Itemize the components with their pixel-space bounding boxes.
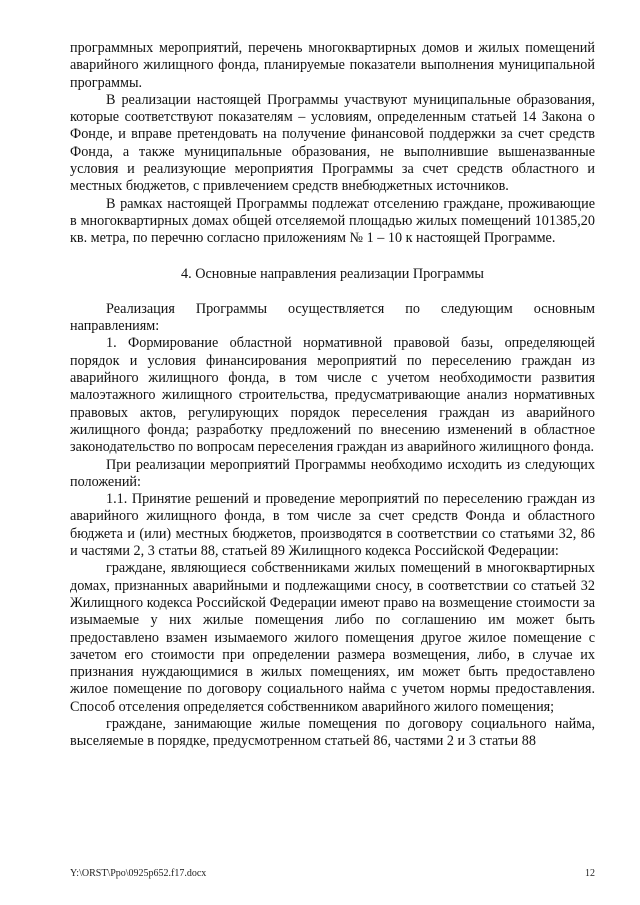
paragraph-continuation: программных мероприятий, перечень многоквартирных домов и жилых помещений аварийного жилищного фонда, планируемые показатели выполнения муниципальной программы. — [70, 40, 595, 91]
paragraph-owners: граждане, являющиеся собственниками жилых помещений в многоквартирных домах, признанных аварийными и подлежащими сносу, в соответствии со статьей 32 Жилищного кодекса Российской Федерации имеют право на возмещение стоимости за изымаемые у них жилые помещения либо по соглашению им может быть предоставлено взамен изымаемого жилого помещения другое жилое помещение с зачетом его стоимости при определении размера возмещения, либо, в случае их признания нуждающимися в жилых помещениях, им может быть предоставлено жилое помещение по договору социального найма с учетом нормы предоставления. Способ отселения определяется собственником аварийного жилого помещения; — [70, 560, 595, 715]
paragraph-resettlement-scope: В рамках настоящей Программы подлежат отселению граждане, проживающие в многоквартирных домах общей отселяемой площадью жилых помещений 101385,20 кв. метра, по перечню согласно приложениям № 1 – 10 к настоящей Программе. — [70, 195, 595, 247]
paragraph-direction-1: 1. Формирование областной нормативной правовой базы, определяющей порядок и условия финансирования мероприятий по переселению граждан из аварийного жилищного фонда, в том числе с учетом необходимости развития малоэтажного жилищного строительства, предусматривающие анализ нормативных правовых актов, регулирующих порядок переселения граждан из аварийного жилищного фонда; разработку предложений по внесению изменений в областное законодательство по вопросам переселения граждан из аварийного жилищного фонда. — [70, 335, 595, 456]
paragraph-participants: В реализации настоящей Программы участвуют муниципальные образования, которые соответствуют показателям – условиям, определенным статьей 14 Закона о Фонде, и вправе претендовать на получение финансовой поддержки за счет средств Фонда, а также муниципальные образования, не выполнившие вышеназванные условия и реализующие мероприятия Программы за счет средств областного и местных бюджетов, с привлечением средств внебюджетных источников. — [70, 91, 595, 195]
footer-file-path: Y:\ORST\Ppo\0925p652.f17.docx — [70, 868, 207, 879]
section-heading: 4. Основные направления реализации Программы — [181, 265, 484, 282]
paragraph-provisions-intro: При реализации мероприятий Программы необходимо исходить из следующих положений: — [70, 456, 595, 490]
paragraph-provision-1-1: 1.1. Принятие решений и проведение мероприятий по переселению граждан из аварийного жилищного фонда, в том числе за счет средств Фонда и областного бюджета и (или) местных бюджетов, производятся в соответствии со статьями 32, 86 и частями 2, 3 статьи 88, статьей 89 Жилищного кодекса Российской Федерации: — [70, 491, 595, 560]
document-body — [70, 40, 595, 751]
page-number: 12 — [585, 868, 595, 879]
paragraph-social-tenants: граждане, занимающие жилые помещения по договору социального найма, выселяемые в порядке, предусмотренном статьей 86, частями 2 и 3 статьи 88 — [70, 715, 595, 750]
paragraph-directions-intro: Реализация Программы осуществляется по следующим основным направлениям: — [70, 300, 595, 335]
